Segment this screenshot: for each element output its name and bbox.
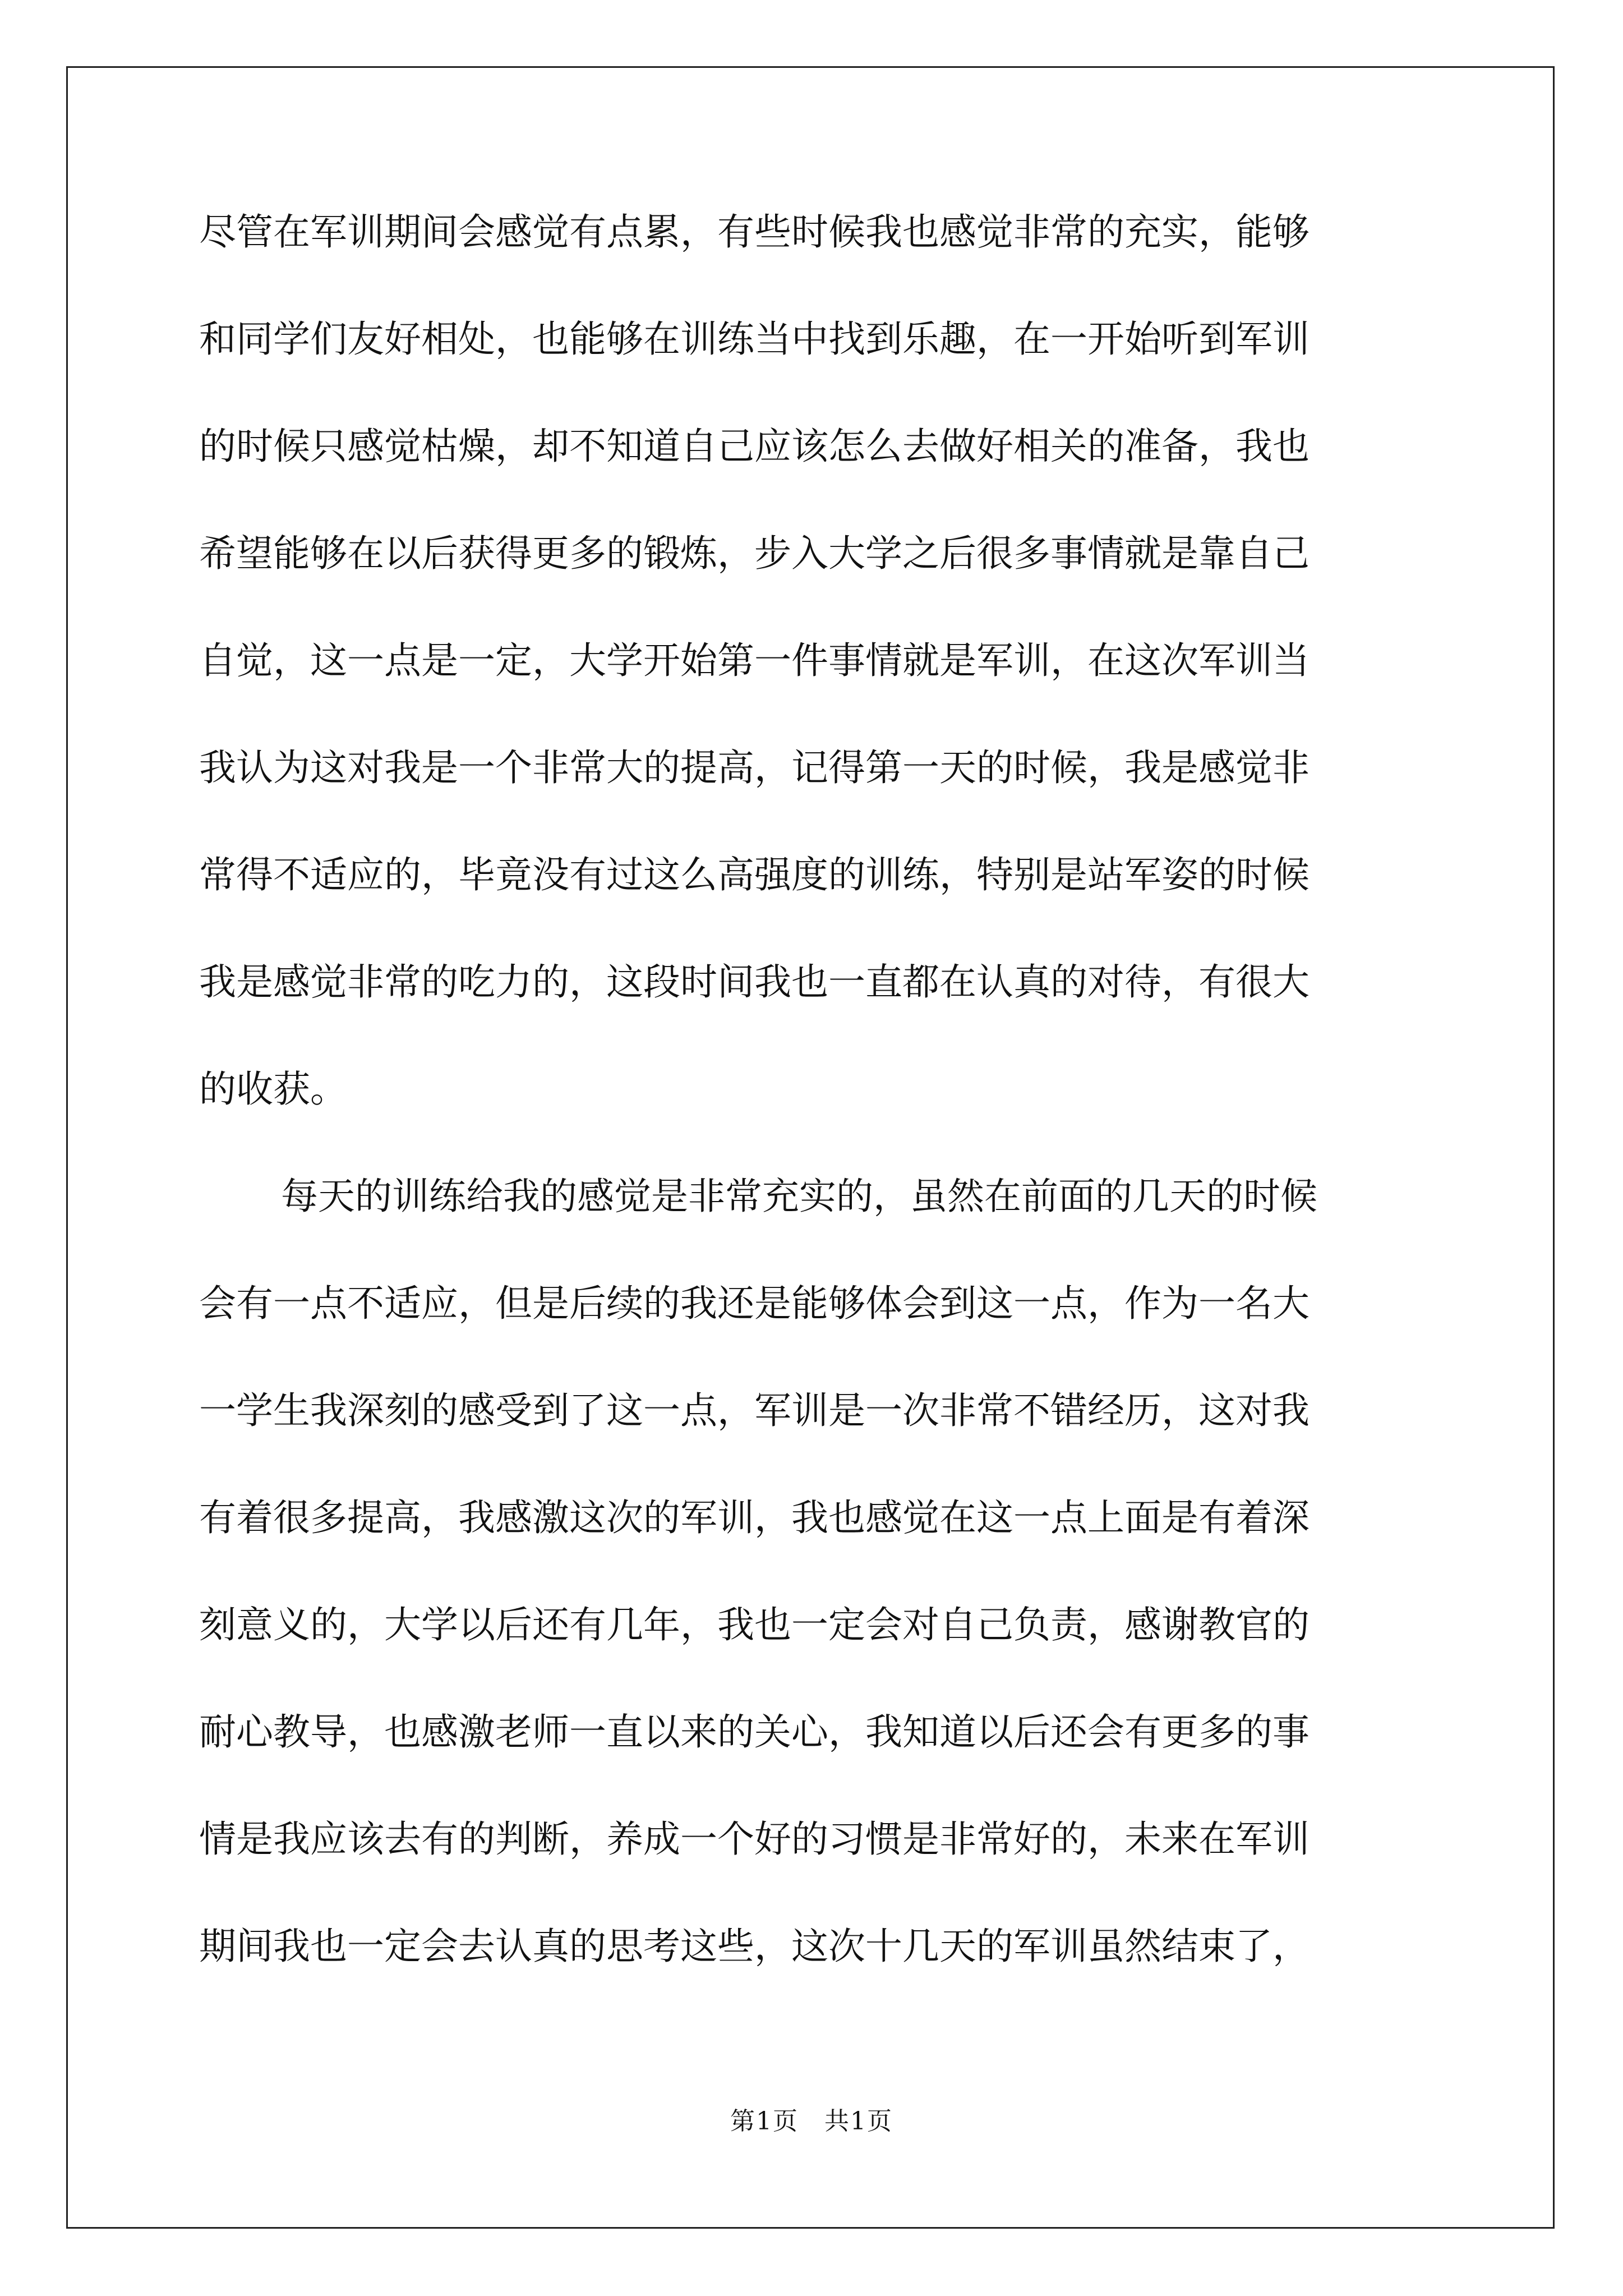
- text-line: 期间我也一定会去认真的思考这些，这次十几天的军训虽然结束了，: [199, 1925, 1310, 1968]
- page-number-footer: 第1页 共1页: [730, 2107, 893, 2136]
- text-line: 耐心教导，也感激老师一直以来的关心，我知道以后还会有更多的事: [199, 1710, 1310, 1754]
- text-line-paragraph-start: 每天的训练给我的感觉是非常充实的，虽然在前面的几天的时候: [281, 1175, 1317, 1218]
- document-body: [199, 210, 1427, 2031]
- text-line: 的收获。: [199, 1068, 347, 1111]
- text-line: 我认为这对我是一个非常大的提高，记得第一天的时候，我是感觉非: [199, 746, 1310, 789]
- text-line: 情是我应该去有的判断，养成一个好的习惯是非常好的，未来在军训: [199, 1818, 1310, 1861]
- text-line: 常得不适应的，毕竟没有过这么高强度的训练，特别是站军姿的时候: [199, 853, 1310, 896]
- text-line: 的时候只感觉枯燥，却不知道自己应该怎么去做好相关的准备，我也: [199, 425, 1310, 468]
- text-line: 尽管在军训期间会感觉有点累，有些时候我也感觉非常的充实，能够: [199, 210, 1310, 254]
- text-line: 有着很多提高，我感激这次的军训，我也感觉在这一点上面是有着深: [199, 1496, 1310, 1539]
- text-line: 和同学们友好相处，也能够在训练当中找到乐趣，在一开始听到军训: [199, 318, 1310, 361]
- text-line: 刻意义的，大学以后还有几年，我也一定会对自己负责，感谢教官的: [199, 1603, 1310, 1646]
- text-line: 会有一点不适应，但是后续的我还是能够体会到这一点，作为一名大: [199, 1282, 1310, 1325]
- text-line: 希望能够在以后获得更多的锻炼，步入大学之后很多事情就是靠自己: [199, 532, 1310, 575]
- text-line: 我是感觉非常的吃力的，这段时间我也一直都在认真的对待，有很大: [199, 960, 1310, 1004]
- text-line: 自觉，这一点是一定，大学开始第一件事情就是军训，在这次军训当: [199, 639, 1310, 682]
- text-line: 一学生我深刻的感受到了这一点，军训是一次非常不错经历，这对我: [199, 1389, 1310, 1432]
